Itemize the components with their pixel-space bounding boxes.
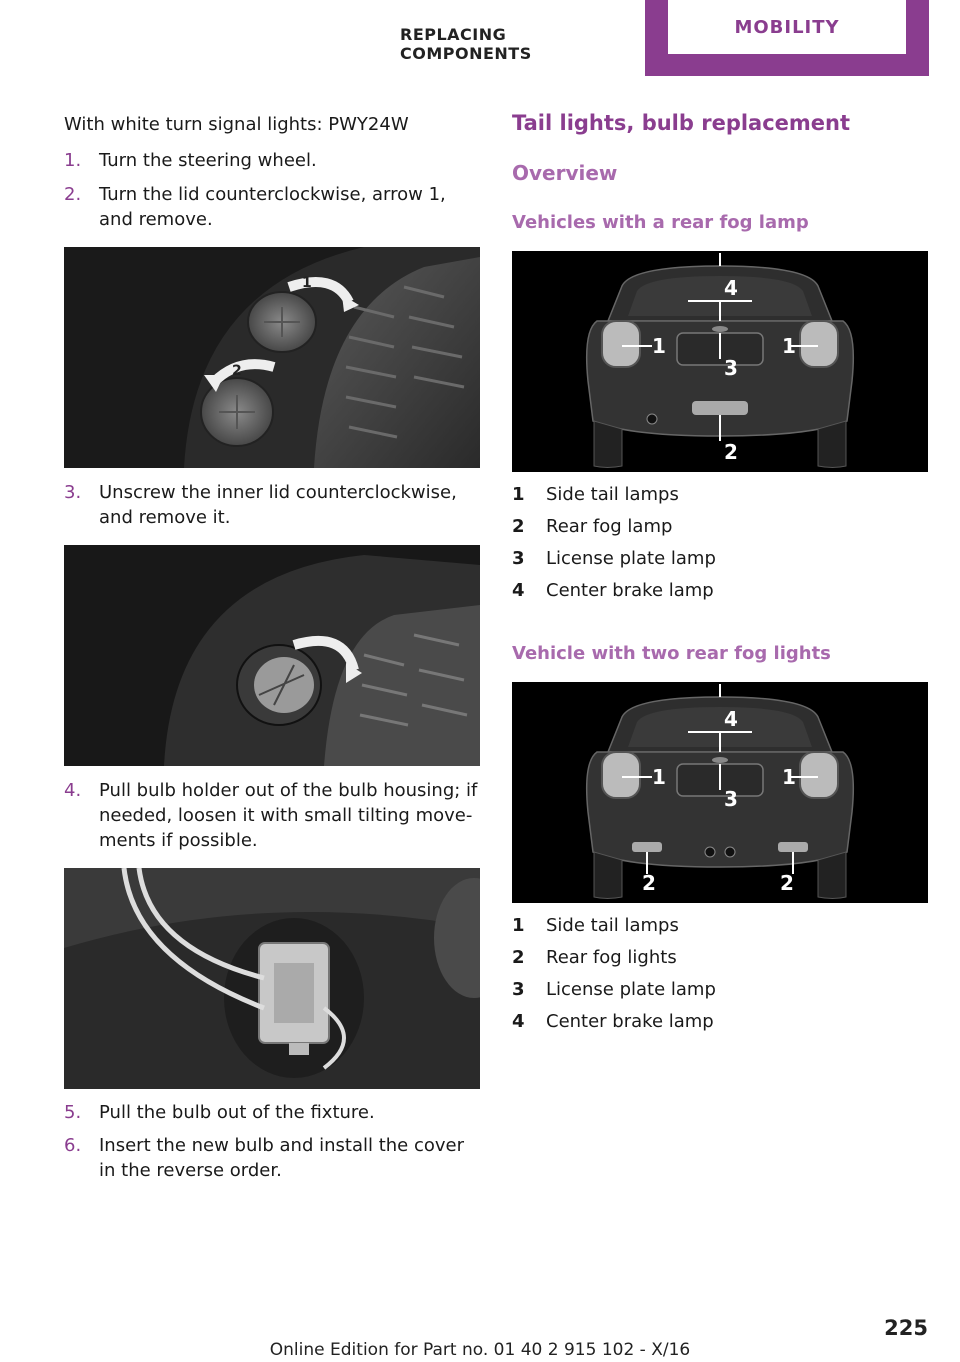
step-number: 4.: [64, 780, 82, 801]
arrow-label-2: 2: [232, 363, 242, 379]
step-number: 2.: [64, 184, 82, 205]
legend-row: [512, 580, 930, 610]
subheading-two-fog: Vehicle with two rear fog lights: [512, 643, 831, 664]
callout-3: 3: [724, 787, 738, 811]
car-rear-two-fog-diagram: [512, 682, 928, 903]
step-text: Turn the steering wheel.: [99, 150, 317, 171]
callout-2-right: 2: [780, 871, 794, 895]
legend-text: Side tail lamps: [546, 484, 679, 505]
step-number: 5.: [64, 1102, 82, 1123]
step-number: 6.: [64, 1135, 82, 1156]
section-title: Tail lights, bulb replacement: [512, 111, 851, 135]
inner-lid-photo: [64, 545, 480, 766]
legend-number: 4: [512, 580, 525, 601]
legend-number: 4: [512, 1011, 525, 1032]
legend-row: [512, 484, 930, 514]
step-text: Insert the new bulb and install the cover in the reverse order.: [99, 1135, 465, 1181]
subheading-one-fog: Vehicles with a rear fog lamp: [512, 212, 809, 233]
step-text: Turn the lid counterclockwise, arrow 1, and remove.: [99, 184, 446, 230]
legend-row: [512, 947, 930, 977]
wheel-arch-lids-photo: [64, 247, 480, 468]
legend-text: Center brake lamp: [546, 1011, 714, 1032]
callout-1-left: 1: [652, 765, 666, 789]
step-text: Pull the bulb out of the fixture.: [99, 1102, 375, 1123]
overview-heading: Overview: [512, 161, 618, 185]
callout-1-right: 1: [782, 334, 796, 358]
step-text: Pull bulb holder out of the bulb housing; if needed, loosen it with small tilting move‐ments if possible.: [99, 780, 478, 851]
callout-1-left: 1: [652, 334, 666, 358]
legend-number: 2: [512, 516, 525, 537]
legend-text: Side tail lamps: [546, 915, 679, 936]
intro-text: With white turn signal lights: PWY24W: [64, 114, 409, 135]
callout-4: 4: [724, 707, 738, 731]
legend-text: License plate lamp: [546, 548, 716, 569]
bulb-holder-photo: [64, 868, 480, 1089]
step-text: Unscrew the inner lid counterclockwise, and remove it.: [99, 482, 457, 528]
legend-row: [512, 516, 930, 546]
callout-4: 4: [724, 276, 738, 300]
legend-number: 1: [512, 484, 525, 505]
callout-3: 3: [724, 356, 738, 380]
legend-row: [512, 979, 930, 1009]
edition-footer: Online Edition for Part no. 01 40 2 915 102 - X/16: [269, 1340, 691, 1360]
step-number: 1.: [64, 150, 82, 171]
legend-number: 1: [512, 915, 525, 936]
step-number: 3.: [64, 482, 82, 503]
legend-text: License plate lamp: [546, 979, 716, 1000]
legend-text: Rear fog lights: [546, 947, 677, 968]
legend-number: 3: [512, 548, 525, 569]
callout-2-left: 2: [642, 871, 656, 895]
legend-text: Rear fog lamp: [546, 516, 673, 537]
callout-1-right: 1: [782, 765, 796, 789]
callout-2: 2: [724, 440, 738, 464]
legend-number: 3: [512, 979, 525, 1000]
page-number: 225: [884, 1316, 928, 1340]
legend-number: 2: [512, 947, 525, 968]
legend-row: [512, 548, 930, 578]
car-rear-one-fog-diagram: [512, 251, 928, 472]
chapter-tab-label: MOBILITY: [668, 0, 906, 54]
legend-row: [512, 915, 930, 945]
legend-text: Center brake lamp: [546, 580, 714, 601]
legend-row: [512, 1011, 930, 1041]
running-header-section: REPLACING COMPONENTS: [400, 25, 532, 63]
arrow-label-1: 1: [302, 275, 312, 291]
